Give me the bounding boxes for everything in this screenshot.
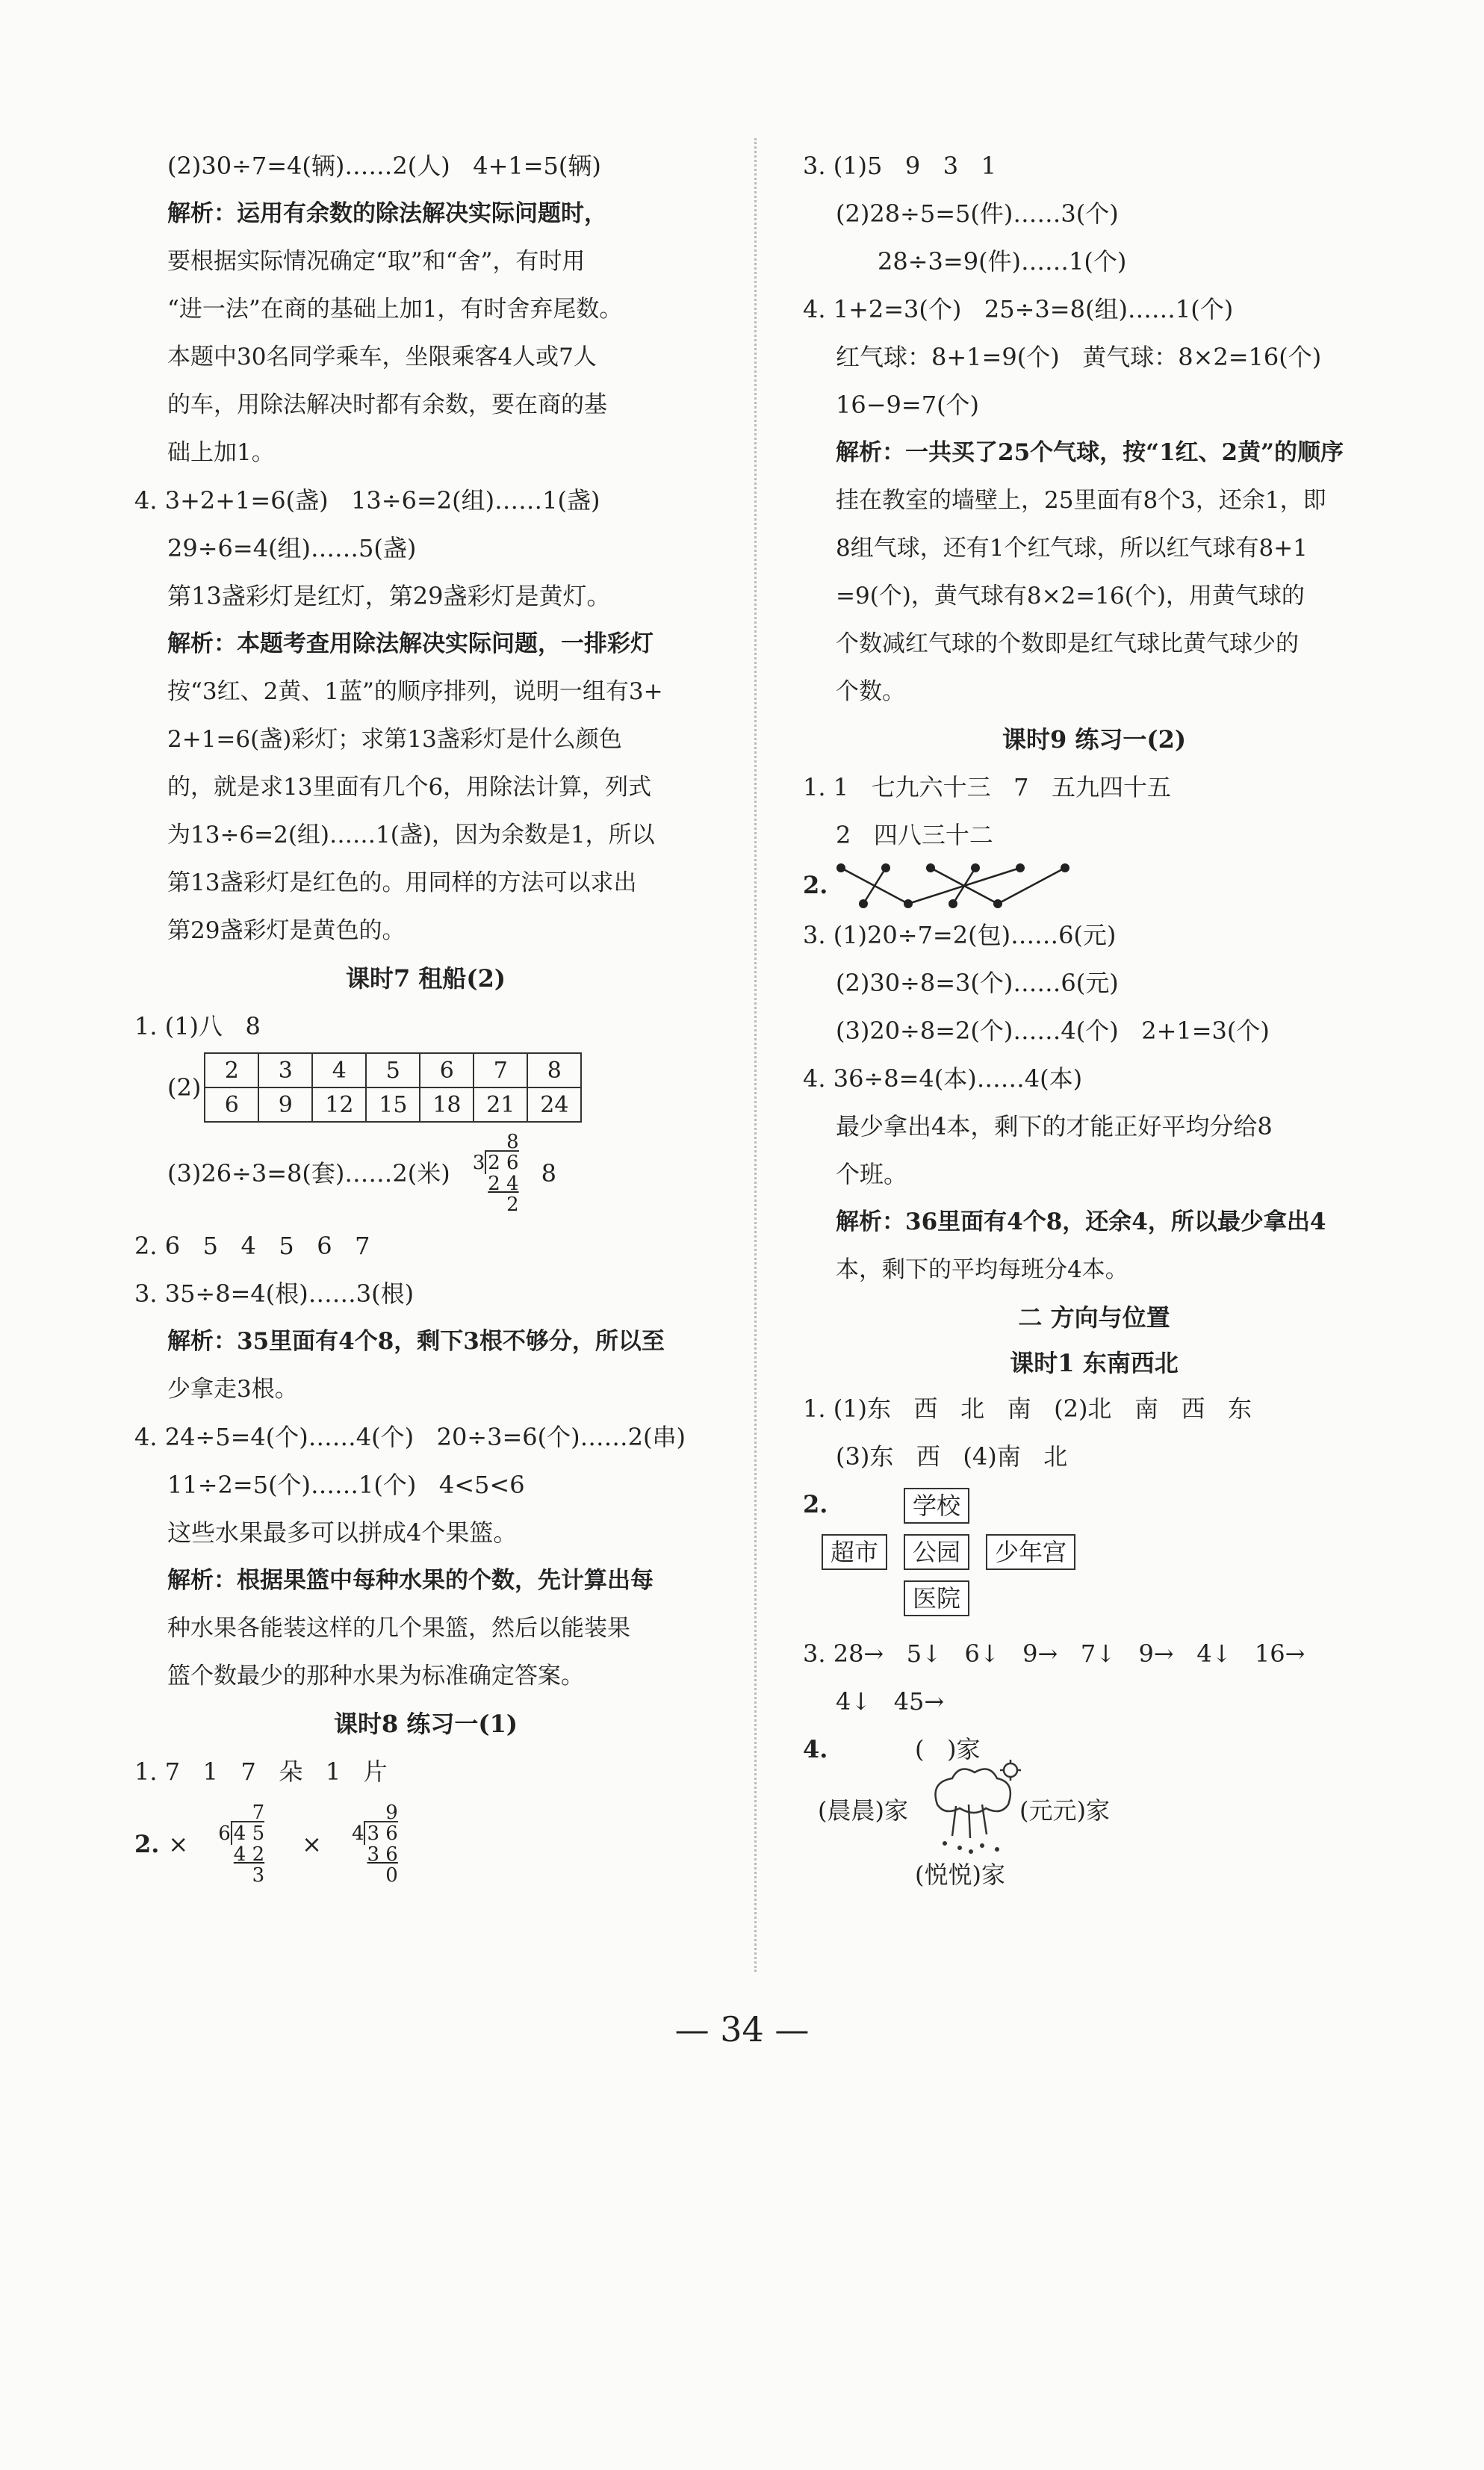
analysis-block	[134, 620, 717, 955]
long-division	[352, 1802, 398, 1886]
matching-lines-diagram	[833, 859, 1080, 911]
question-1: 1. 1 七九六十三 7 五九四十五	[803, 773, 1171, 801]
map-box-hospital: 医院	[904, 1580, 969, 1616]
table-cell: 6	[205, 1087, 258, 1122]
table-cell: 3	[258, 1053, 312, 1087]
analysis-line: 第13盏彩灯是红色的。用同样的方法可以求出	[167, 869, 637, 896]
question-2-map	[803, 1480, 1385, 1630]
question-4: 4. 1+2=3(个) 25÷3=8(组)……1(个)	[803, 295, 1234, 323]
answer-line: (2)30÷8=3(个)……6(元)	[836, 969, 1119, 997]
answer-line: (3)东 西 (4)南 北	[836, 1442, 1068, 1471]
analysis-line: 个数减红气球的个数即是红气球比黄气球少的	[836, 630, 1299, 657]
home-label-east: (元元)家	[1019, 1796, 1110, 1825]
remainder: 2	[506, 1194, 519, 1216]
answer-line: (3)26÷3=8(套)……2(米)	[167, 1159, 450, 1188]
quotient: 9	[385, 1802, 398, 1824]
table-cell: 21	[474, 1087, 527, 1122]
analysis-line: “进一法”在商的基础上加1，有时舍弃尾数。	[167, 296, 623, 323]
cross-mark: ×	[168, 1830, 189, 1858]
divisor: 3	[472, 1152, 485, 1174]
question-label: 4.	[803, 1735, 828, 1763]
analysis-line: 要根据实际情况确定“取”和“舍”，有时用	[167, 248, 586, 275]
match-line	[998, 868, 1065, 904]
question-3: 3. (1)5 9 3 1	[803, 152, 997, 180]
analysis-line: 础上加1。	[167, 439, 275, 466]
home-label-south: (悦悦)家	[915, 1861, 1005, 1889]
question-3: 3. 35÷8=4(根)……3(根)	[134, 1279, 415, 1308]
answer-line: (2)28÷5=5(件)……3(个)	[836, 199, 1119, 228]
analysis-line: 的，就是求13里面有几个6，用除法计算，列式	[167, 774, 652, 801]
quotient: 7	[252, 1802, 265, 1824]
product: 4 2	[233, 1843, 265, 1866]
answer-line: 11÷2=5(个)……1(个) 4<5<6	[167, 1471, 525, 1499]
analysis-line: =9(个)，黄气球有8×2=16(个)，用黄气球的	[836, 583, 1305, 609]
map-box-school: 学校	[904, 1488, 969, 1524]
analysis-block	[134, 1557, 717, 1700]
product: 2 4	[488, 1173, 519, 1195]
page-number: — 34 —	[674, 2009, 810, 2049]
analysis-line: 解析：运用有余数的除法解决实际问题时，	[167, 200, 607, 227]
answer-line: 红气球：8+1=9(个) 黄气球：8×2=16(个)	[836, 343, 1322, 371]
answer-line: 16−9=7(个)	[836, 391, 980, 419]
answer-line: 这些水果最多可以拼成4个果篮。	[167, 1518, 518, 1547]
table-cell: 8	[527, 1053, 581, 1087]
analysis-line: 种水果各能装这样的几个果篮，然后以能装果	[167, 1615, 630, 1642]
analysis-block	[134, 1318, 717, 1413]
analysis-line: 2+1=6(盏)彩灯；求第13盏彩灯是什么颜色	[167, 726, 622, 753]
analysis-line: 按“3红、2黄、1蓝”的顺序排列，说明一组有3+	[167, 678, 663, 705]
question-1: 1. (1)东 西 北 南 (2)北 南 西 东	[803, 1394, 1252, 1423]
question-2-divisions	[134, 1796, 717, 1893]
answer-line: 个班。	[836, 1160, 908, 1188]
unit-heading: 二 方向与位置	[1018, 1303, 1170, 1332]
answer-line: (3)20÷8=2(个)……4(个) 2+1=3(个)	[836, 1017, 1270, 1045]
column-divider	[754, 138, 757, 1972]
table-cell: 4	[312, 1053, 366, 1087]
question-1: 1. (1)八 8	[134, 1012, 261, 1040]
table-cell: 15	[366, 1087, 420, 1122]
right-column	[803, 142, 1385, 1912]
dividend: 3 6	[364, 1821, 397, 1845]
table-cell: 12	[312, 1087, 366, 1122]
table-cell: 7	[474, 1053, 527, 1087]
section-heading: 课时7 租船(2)	[346, 964, 506, 993]
answer-line: 2 四八三十二	[836, 821, 993, 849]
analysis-line: 篮个数最少的那种水果为标准确定答案。	[167, 1663, 584, 1689]
section-heading: 课时8 练习一(1)	[334, 1710, 518, 1738]
analysis-line: 少拿走3根。	[167, 1376, 298, 1403]
long-division	[473, 1132, 519, 1215]
answer-line: 29÷6=4(组)……5(盏)	[167, 534, 417, 562]
answer-line: 第13盏彩灯是红灯，第29盏彩灯是黄灯。	[167, 582, 611, 610]
map-box-supermarket: 超市	[822, 1534, 887, 1570]
analysis-line: 第29盏彩灯是黄色的。	[167, 917, 406, 944]
dividend: 4 5	[231, 1821, 264, 1845]
home-label-west: (晨晨)家	[818, 1796, 908, 1825]
table-question	[134, 1050, 717, 1125]
product: 3 6	[367, 1843, 398, 1866]
analysis-line: 本，剩下的平均每班分4本。	[836, 1256, 1128, 1283]
analysis-line: 解析：根据果篮中每种水果的个数，先计算出每	[167, 1567, 653, 1594]
match-line	[863, 868, 886, 904]
analysis-block	[803, 429, 1385, 716]
answer-line: 28÷3=9(件)……1(个)	[878, 247, 1127, 276]
question-label: 2.	[134, 1830, 160, 1858]
answer-line: (2)30÷7=4(辆)……2(人) 4+1=5(辆)	[167, 152, 601, 180]
analysis-line: 挂在教室的墙壁上，25里面有8个3，还余1，即	[836, 487, 1326, 514]
question-1: 1. 7 1 7 朵 1 片	[134, 1757, 388, 1786]
question-4b: 4. 24÷5=4(个)……4(个) 20÷3=6(个)……2(串)	[134, 1423, 686, 1451]
analysis-line: 8组气球，还有1个红气球，所以红气球有8+1	[836, 535, 1308, 562]
table-cell: 6	[420, 1053, 474, 1087]
section-heading: 课时1 东南西北	[1010, 1349, 1179, 1377]
analysis-line: 个数。	[836, 678, 905, 705]
analysis-line: 本题中30名同学乘车，坐限乘客4人或7人	[167, 344, 597, 370]
table-row	[205, 1053, 581, 1087]
table-cell: 9	[258, 1087, 312, 1122]
divisor: 4	[351, 1822, 364, 1845]
question-4-homes	[803, 1725, 1385, 1912]
sub-label: (2)	[167, 1073, 202, 1102]
table-cell: 24	[527, 1087, 581, 1122]
long-division-row	[134, 1125, 717, 1222]
left-column	[134, 142, 717, 1893]
question-2: 2. 6 5 4 5 6 7	[134, 1232, 370, 1260]
remainder: 0	[385, 1864, 398, 1887]
question-2-matching	[803, 859, 1385, 911]
long-division	[218, 1802, 264, 1886]
table-cell: 5	[366, 1053, 420, 1087]
analysis-line: 解析：35里面有4个8，剩下3根不够分，所以至	[167, 1328, 665, 1355]
match-line	[908, 868, 1020, 904]
divisor: 6	[218, 1822, 231, 1845]
analysis-line: 解析：本题考查用除法解决实际问题，一排彩灯	[167, 630, 653, 657]
table-cell: 2	[205, 1053, 258, 1087]
answer-value: 8	[541, 1159, 556, 1188]
analysis-block	[803, 1198, 1385, 1294]
table-row	[205, 1087, 581, 1122]
answer-line: 最少拿出4本，剩下的才能正好平均分给8	[836, 1112, 1273, 1141]
question-4: 4. 3+2+1=6(盏) 13÷6=2(组)……1(盏)	[134, 486, 600, 515]
question-3: 3. (1)20÷7=2(包)……6(元)	[803, 921, 1117, 949]
analysis-line: 解析：36里面有4个8，还余4，所以最少拿出4	[836, 1208, 1326, 1235]
table-cell: 18	[420, 1087, 474, 1122]
question-label: 2.	[803, 1490, 828, 1518]
dividend: 2 6	[485, 1150, 518, 1174]
multiplication-table	[204, 1052, 582, 1123]
home-label-north: ( )家	[915, 1735, 981, 1763]
analysis-block	[134, 190, 717, 477]
question-4: 4. 36÷8=4(本)……4(本)	[803, 1064, 1083, 1093]
remainder: 3	[252, 1864, 265, 1887]
analysis-line: 解析：一共买了25个气球，按“1红、2黄”的顺序	[836, 439, 1344, 466]
map-box-youth-palace: 少年宫	[986, 1534, 1075, 1570]
answer-line: 4↓ 45→	[836, 1687, 945, 1716]
quotient: 8	[506, 1131, 519, 1153]
analysis-line: 的车，用除法解决时都有余数，要在商的基	[167, 391, 607, 418]
map-box-park: 公园	[904, 1534, 969, 1570]
section-heading: 课时9 练习一(2)	[1002, 725, 1186, 754]
analysis-line: 为13÷6=2(组)……1(盏)，因为余数是1，所以	[167, 822, 655, 848]
cross-mark: ×	[302, 1830, 322, 1858]
tree-icon	[922, 1760, 1027, 1857]
question-3: 3. 28→ 5↓ 6↓ 9→ 7↓ 9→ 4↓ 16→	[803, 1639, 1306, 1668]
question-label: 2.	[803, 871, 828, 899]
